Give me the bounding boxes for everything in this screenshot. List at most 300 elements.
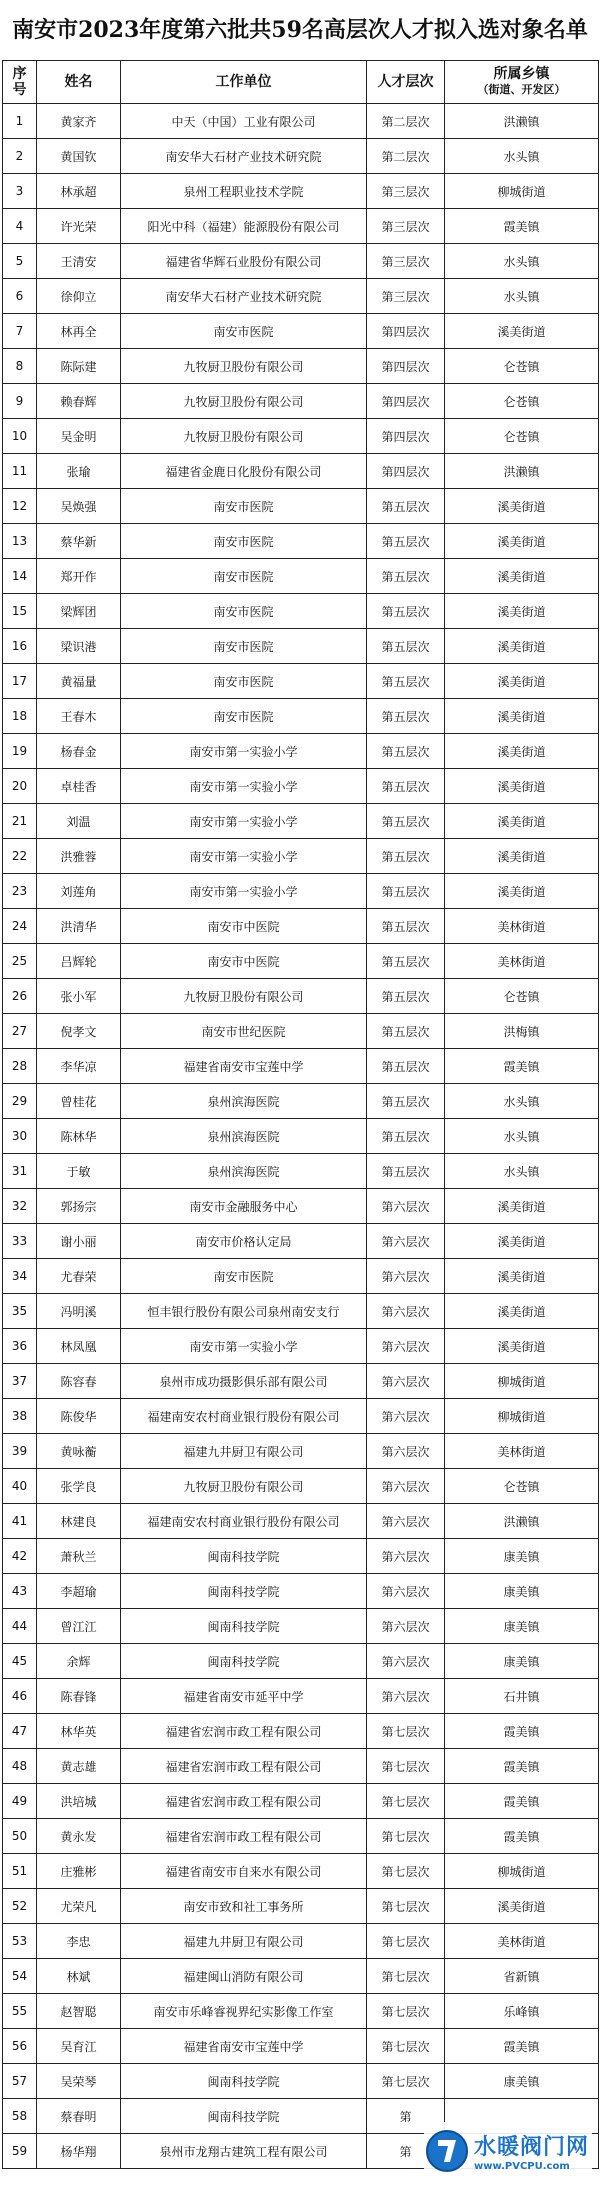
cell-no: 36	[3, 1329, 37, 1364]
table-row	[3, 1119, 599, 1154]
cell-name: 刘温	[37, 804, 121, 839]
cell-no: 5	[3, 244, 37, 279]
cell-level: 第六层次	[367, 1364, 445, 1399]
cell-no: 48	[3, 1749, 37, 1784]
cell-unit: 南安市医院	[121, 489, 367, 524]
cell-town: 溪美街道	[445, 1294, 599, 1329]
cell-town: 霞美镇	[445, 1714, 599, 1749]
cell-name: 洪雅蓉	[37, 839, 121, 874]
cell-name: 杨华翔	[37, 2134, 121, 2169]
cell-level: 第六层次	[367, 1574, 445, 1609]
cell-town: 水头镇	[445, 1119, 599, 1154]
cell-town: 仑苍镇	[445, 384, 599, 419]
cell-town: 康美镇	[445, 2064, 599, 2099]
cell-no: 22	[3, 839, 37, 874]
cell-town: 溪美街道	[445, 734, 599, 769]
cell-name: 洪培城	[37, 1784, 121, 1819]
cell-town: 溪美街道	[445, 839, 599, 874]
cell-name: 尤春荣	[37, 1259, 121, 1294]
cell-town: 美林街道	[445, 909, 599, 944]
watermark	[424, 2122, 592, 2180]
cell-name: 冯明溪	[37, 1294, 121, 1329]
cell-level: 第七层次	[367, 1854, 445, 1889]
cell-no: 58	[3, 2099, 37, 2134]
cell-level: 第六层次	[367, 1329, 445, 1364]
cell-level: 第七层次	[367, 1959, 445, 1994]
cell-town: 溪美街道	[445, 1189, 599, 1224]
cell-unit: 南安市医院	[121, 699, 367, 734]
cell-town: 柳城街道	[445, 1364, 599, 1399]
cell-name: 倪孝文	[37, 1014, 121, 1049]
cell-town: 溪美街道	[445, 489, 599, 524]
cell-level: 第四层次	[367, 419, 445, 454]
cell-town: 溪美街道	[445, 524, 599, 559]
cell-unit: 泉州滨海医院	[121, 1119, 367, 1154]
cell-name: 李超瑜	[37, 1574, 121, 1609]
table-row	[3, 1469, 599, 1504]
cell-town: 美林街道	[445, 944, 599, 979]
cell-town: 康美镇	[445, 1539, 599, 1574]
cell-unit: 九牧厨卫股份有限公司	[121, 1469, 367, 1504]
table-row	[3, 1014, 599, 1049]
table-row	[3, 244, 599, 279]
table-row	[3, 1189, 599, 1224]
watermark-logo-icon	[424, 2128, 470, 2174]
cell-no: 9	[3, 384, 37, 419]
cell-no: 37	[3, 1364, 37, 1399]
cell-town: 仑苍镇	[445, 419, 599, 454]
table-row	[3, 1854, 599, 1889]
cell-level: 第五层次	[367, 594, 445, 629]
cell-no: 45	[3, 1644, 37, 1679]
cell-name: 黄咏蘅	[37, 1434, 121, 1469]
table-row	[3, 1294, 599, 1329]
cell-town: 柳城街道	[445, 174, 599, 209]
cell-unit: 南安市中医院	[121, 909, 367, 944]
cell-town: 康美镇	[445, 1609, 599, 1644]
cell-name: 徐仰立	[37, 279, 121, 314]
table-row	[3, 909, 599, 944]
cell-unit: 福建省宏润市政工程有限公司	[121, 1784, 367, 1819]
cell-unit: 中天（中国）工业有限公司	[121, 104, 367, 139]
cell-no: 17	[3, 664, 37, 699]
cell-no: 15	[3, 594, 37, 629]
cell-unit: 南安市第一实验小学	[121, 804, 367, 839]
cell-unit: 恒丰银行股份有限公司泉州南安支行	[121, 1294, 367, 1329]
cell-name: 尤荣凡	[37, 1889, 121, 1924]
cell-level: 第五层次	[367, 1154, 445, 1189]
header-town: 所属乡镇 （街道、开发区）	[445, 61, 599, 104]
cell-level: 第七层次	[367, 2029, 445, 2064]
cell-no: 11	[3, 454, 37, 489]
cell-level: 第五层次	[367, 804, 445, 839]
cell-unit: 阳光中科（福建）能源股份有限公司	[121, 209, 367, 244]
cell-unit: 南安市金融服务中心	[121, 1189, 367, 1224]
cell-name: 许光荣	[37, 209, 121, 244]
cell-unit: 九牧厨卫股份有限公司	[121, 349, 367, 384]
cell-no: 42	[3, 1539, 37, 1574]
cell-no: 26	[3, 979, 37, 1014]
header-name: 姓名	[37, 61, 121, 104]
cell-unit: 南安市医院	[121, 559, 367, 594]
table-row	[3, 1644, 599, 1679]
cell-unit: 福建省南安市延平中学	[121, 1679, 367, 1714]
cell-level: 第六层次	[367, 1679, 445, 1714]
cell-level: 第五层次	[367, 1084, 445, 1119]
cell-town: 溪美街道	[445, 1889, 599, 1924]
table-row	[3, 419, 599, 454]
cell-name: 张瑜	[37, 454, 121, 489]
cell-level: 第	[367, 2134, 445, 2169]
cell-level: 第三层次	[367, 174, 445, 209]
cell-no: 40	[3, 1469, 37, 1504]
cell-name: 曾桂花	[37, 1084, 121, 1119]
cell-level: 第五层次	[367, 699, 445, 734]
cell-no: 32	[3, 1189, 37, 1224]
cell-name: 张学良	[37, 1469, 121, 1504]
cell-no: 20	[3, 769, 37, 804]
cell-unit: 福建省宏润市政工程有限公司	[121, 1819, 367, 1854]
cell-no: 50	[3, 1819, 37, 1854]
cell-level: 第六层次	[367, 1539, 445, 1574]
cell-no: 7	[3, 314, 37, 349]
cell-level: 第七层次	[367, 1714, 445, 1749]
cell-level: 第二层次	[367, 139, 445, 174]
table-row	[3, 384, 599, 419]
cell-level: 第三层次	[367, 209, 445, 244]
cell-level: 第七层次	[367, 1994, 445, 2029]
cell-no: 19	[3, 734, 37, 769]
cell-level: 第五层次	[367, 944, 445, 979]
table-row	[3, 1574, 599, 1609]
cell-town: 溪美街道	[445, 629, 599, 664]
cell-unit: 南安市致和社工事务所	[121, 1889, 367, 1924]
cell-no: 38	[3, 1399, 37, 1434]
header-unit: 工作单位	[121, 61, 367, 104]
cell-no: 44	[3, 1609, 37, 1644]
cell-no: 27	[3, 1014, 37, 1049]
cell-town: 乐峰镇	[445, 1994, 599, 2029]
cell-town: 霞美镇	[445, 1819, 599, 1854]
cell-town: 美林街道	[445, 1924, 599, 1959]
cell-unit: 泉州市龙翔古建筑工程有限公司	[121, 2134, 367, 2169]
cell-level: 第五层次	[367, 489, 445, 524]
table-row	[3, 769, 599, 804]
cell-level: 第五层次	[367, 1119, 445, 1154]
cell-name: 于敏	[37, 1154, 121, 1189]
cell-unit: 泉州市成功摄影俱乐部有限公司	[121, 1364, 367, 1399]
header-level: 人才层次	[367, 61, 445, 104]
cell-level: 第六层次	[367, 1434, 445, 1469]
cell-town: 水头镇	[445, 139, 599, 174]
cell-unit: 闽南科技学院	[121, 1609, 367, 1644]
cell-unit: 泉州工程职业技术学院	[121, 174, 367, 209]
cell-unit: 南安市第一实验小学	[121, 839, 367, 874]
table-row	[3, 1364, 599, 1399]
cell-level: 第四层次	[367, 384, 445, 419]
cell-unit: 九牧厨卫股份有限公司	[121, 979, 367, 1014]
cell-level: 第四层次	[367, 314, 445, 349]
table-row	[3, 1819, 599, 1854]
cell-no: 43	[3, 1574, 37, 1609]
cell-name: 林斌	[37, 1959, 121, 1994]
cell-unit: 南安华大石材产业技术研究院	[121, 139, 367, 174]
cell-no: 55	[3, 1994, 37, 2029]
cell-unit: 福建省华辉石业股份有限公司	[121, 244, 367, 279]
table-row	[3, 139, 599, 174]
watermark-url: www.PVCPU.com	[474, 2161, 570, 2172]
cell-unit: 闽南科技学院	[121, 1574, 367, 1609]
cell-unit: 福建省宏润市政工程有限公司	[121, 1714, 367, 1749]
cell-no: 29	[3, 1084, 37, 1119]
cell-town: 柳城街道	[445, 1399, 599, 1434]
cell-no: 4	[3, 209, 37, 244]
table-header-row	[3, 61, 599, 104]
cell-unit: 福建九井厨卫有限公司	[121, 1924, 367, 1959]
table-row	[3, 1434, 599, 1469]
cell-level: 第三层次	[367, 279, 445, 314]
cell-no: 14	[3, 559, 37, 594]
cell-unit: 福建省南安市宝莲中学	[121, 2029, 367, 2064]
table-row	[3, 594, 599, 629]
cell-unit: 南安市医院	[121, 314, 367, 349]
table-row	[3, 314, 599, 349]
cell-name: 李忠	[37, 1924, 121, 1959]
table-row	[3, 279, 599, 314]
cell-level: 第五层次	[367, 524, 445, 559]
cell-unit: 南安市医院	[121, 629, 367, 664]
cell-level: 第四层次	[367, 349, 445, 384]
cell-town: 溪美街道	[445, 1259, 599, 1294]
cell-town: 溪美街道	[445, 664, 599, 699]
table-row	[3, 1889, 599, 1924]
cell-no: 56	[3, 2029, 37, 2064]
cell-name: 刘莲角	[37, 874, 121, 909]
cell-town: 康美镇	[445, 1644, 599, 1679]
cell-level: 第三层次	[367, 244, 445, 279]
watermark-name: 水暖阀门网	[474, 2135, 590, 2160]
cell-name: 吴金明	[37, 419, 121, 454]
cell-town: 溪美街道	[445, 1329, 599, 1364]
cell-level: 第五层次	[367, 734, 445, 769]
cell-unit: 南安市第一实验小学	[121, 734, 367, 769]
cell-town: 洪梅镇	[445, 1014, 599, 1049]
cell-unit: 南安市医院	[121, 664, 367, 699]
cell-name: 吕辉轮	[37, 944, 121, 979]
page-title: 南安市2023年度第六批共59名高层次人才拟入选对象名单	[12, 17, 588, 43]
cell-no: 25	[3, 944, 37, 979]
cell-name: 梁识港	[37, 629, 121, 664]
table-row	[3, 944, 599, 979]
table-row	[3, 1399, 599, 1434]
cell-level: 第五层次	[367, 1049, 445, 1084]
table-row	[3, 1959, 599, 1994]
cell-name: 赖春辉	[37, 384, 121, 419]
cell-level: 第七层次	[367, 2064, 445, 2099]
cell-name: 张小军	[37, 979, 121, 1014]
cell-name: 洪清华	[37, 909, 121, 944]
cell-town: 溪美街道	[445, 559, 599, 594]
table-row	[3, 1714, 599, 1749]
table-row	[3, 349, 599, 384]
cell-unit: 南安市医院	[121, 1259, 367, 1294]
cell-town: 霞美镇	[445, 2029, 599, 2064]
cell-no: 16	[3, 629, 37, 664]
cell-name: 余辉	[37, 1644, 121, 1679]
cell-name: 陈际建	[37, 349, 121, 384]
cell-town: 洪濑镇	[445, 1504, 599, 1539]
cell-unit: 闽南科技学院	[121, 2099, 367, 2134]
cell-unit: 南安华大石材产业技术研究院	[121, 279, 367, 314]
cell-name: 王春木	[37, 699, 121, 734]
cell-level: 第五层次	[367, 1014, 445, 1049]
cell-unit: 闽南科技学院	[121, 2064, 367, 2099]
cell-name: 陈俊华	[37, 1399, 121, 1434]
cell-no: 30	[3, 1119, 37, 1154]
cell-name: 赵智聪	[37, 1994, 121, 2029]
talent-list-table	[2, 60, 599, 2169]
table-row	[3, 1679, 599, 1714]
cell-unit: 南安市第一实验小学	[121, 874, 367, 909]
cell-no: 39	[3, 1434, 37, 1469]
cell-level: 第七层次	[367, 1924, 445, 1959]
table-row	[3, 629, 599, 664]
cell-name: 王清安	[37, 244, 121, 279]
cell-no: 49	[3, 1784, 37, 1819]
cell-level: 第	[367, 2099, 445, 2134]
cell-level: 第五层次	[367, 909, 445, 944]
cell-unit: 福建省南安市宝莲中学	[121, 1049, 367, 1084]
table-row	[3, 1224, 599, 1259]
cell-unit: 南安市乐峰睿视界纪实影像工作室	[121, 1994, 367, 2029]
cell-unit: 九牧厨卫股份有限公司	[121, 419, 367, 454]
cell-name: 吴荣琴	[37, 2064, 121, 2099]
cell-no: 24	[3, 909, 37, 944]
cell-unit: 福建省宏润市政工程有限公司	[121, 1749, 367, 1784]
table-row	[3, 489, 599, 524]
cell-no: 51	[3, 1854, 37, 1889]
cell-name: 黄家齐	[37, 104, 121, 139]
cell-no: 13	[3, 524, 37, 559]
cell-level: 第二层次	[367, 104, 445, 139]
cell-no: 57	[3, 2064, 37, 2099]
cell-town: 溪美街道	[445, 874, 599, 909]
table-row	[3, 804, 599, 839]
table-row	[3, 1749, 599, 1784]
cell-town: 仑苍镇	[445, 1469, 599, 1504]
cell-town: 美林街道	[445, 1434, 599, 1469]
table-row	[3, 104, 599, 139]
cell-name: 杨春金	[37, 734, 121, 769]
cell-unit: 南安市第一实验小学	[121, 1329, 367, 1364]
cell-town: 溪美街道	[445, 699, 599, 734]
cell-unit: 南安市中医院	[121, 944, 367, 979]
cell-no: 33	[3, 1224, 37, 1259]
cell-name: 李华凉	[37, 1049, 121, 1084]
cell-town: 省新镇	[445, 1959, 599, 1994]
cell-no: 6	[3, 279, 37, 314]
cell-name: 萧秋兰	[37, 1539, 121, 1574]
cell-name: 陈林华	[37, 1119, 121, 1154]
cell-no: 1	[3, 104, 37, 139]
table-row	[3, 1539, 599, 1574]
cell-level: 第五层次	[367, 664, 445, 699]
cell-no: 34	[3, 1259, 37, 1294]
table-row	[3, 664, 599, 699]
cell-level: 第六层次	[367, 1644, 445, 1679]
table-row	[3, 1154, 599, 1189]
cell-no: 54	[3, 1959, 37, 1994]
cell-unit: 南安市医院	[121, 524, 367, 559]
cell-no: 35	[3, 1294, 37, 1329]
cell-unit: 福建省金鹿日化股份有限公司	[121, 454, 367, 489]
cell-level: 第六层次	[367, 1294, 445, 1329]
cell-name: 黄福量	[37, 664, 121, 699]
table-row	[3, 734, 599, 769]
cell-no: 28	[3, 1049, 37, 1084]
table-row	[3, 874, 599, 909]
cell-name: 陈春锋	[37, 1679, 121, 1714]
cell-level: 第四层次	[367, 454, 445, 489]
table-row	[3, 979, 599, 1014]
cell-unit: 闽南科技学院	[121, 1644, 367, 1679]
cell-level: 第六层次	[367, 1609, 445, 1644]
cell-level: 第七层次	[367, 1749, 445, 1784]
cell-level: 第七层次	[367, 1889, 445, 1924]
cell-town: 洪濑镇	[445, 454, 599, 489]
cell-town: 水头镇	[445, 1084, 599, 1119]
cell-no: 23	[3, 874, 37, 909]
cell-town: 溪美街道	[445, 804, 599, 839]
cell-level: 第五层次	[367, 979, 445, 1014]
cell-unit: 南安市医院	[121, 594, 367, 629]
cell-level: 第六层次	[367, 1504, 445, 1539]
table-row	[3, 839, 599, 874]
cell-unit: 福建省南安市自来水有限公司	[121, 1854, 367, 1889]
cell-name: 林华英	[37, 1714, 121, 1749]
cell-no: 3	[3, 174, 37, 209]
table-row	[3, 1924, 599, 1959]
header-no: 序 号	[3, 61, 37, 104]
cell-name: 林再全	[37, 314, 121, 349]
cell-unit: 闽南科技学院	[121, 1539, 367, 1574]
cell-level: 第五层次	[367, 629, 445, 664]
table-row	[3, 1609, 599, 1644]
cell-town: 水头镇	[445, 279, 599, 314]
cell-town: 康美镇	[445, 1574, 599, 1609]
cell-name: 吴育江	[37, 2029, 121, 2064]
cell-name: 谢小丽	[37, 1224, 121, 1259]
cell-level: 第六层次	[367, 1399, 445, 1434]
cell-unit: 南安市世纪医院	[121, 1014, 367, 1049]
table-row	[3, 1084, 599, 1119]
cell-level: 第六层次	[367, 1189, 445, 1224]
cell-town: 柳城街道	[445, 1854, 599, 1889]
cell-unit: 南安市第一实验小学	[121, 769, 367, 804]
cell-name: 郭扬宗	[37, 1189, 121, 1224]
cell-town: 霞美镇	[445, 1784, 599, 1819]
cell-name: 黄国钦	[37, 139, 121, 174]
table-row	[3, 699, 599, 734]
table-row	[3, 1504, 599, 1539]
cell-level: 第七层次	[367, 1819, 445, 1854]
table-row	[3, 559, 599, 594]
cell-level: 第五层次	[367, 769, 445, 804]
table-row	[3, 2064, 599, 2099]
cell-no: 12	[3, 489, 37, 524]
cell-level: 第五层次	[367, 839, 445, 874]
cell-unit: 九牧厨卫股份有限公司	[121, 384, 367, 419]
